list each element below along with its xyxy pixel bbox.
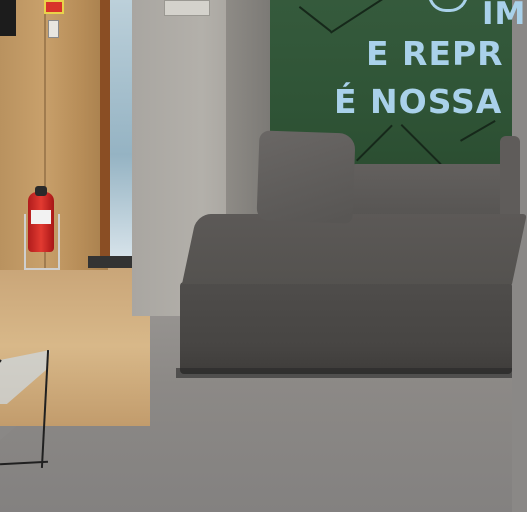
wall-text-line-3: É NOSSA: [334, 82, 503, 121]
sofa-base: [180, 282, 512, 374]
light-switch: [48, 20, 59, 38]
wall-text-line-2: E REPR: [366, 34, 504, 73]
sofa-shadow: [176, 368, 512, 378]
sofa-cushion: [256, 130, 355, 223]
ceiling-vent: [164, 0, 210, 16]
extinguisher-label: [31, 210, 51, 224]
door-threshold: [88, 256, 134, 268]
wooden-floor: [0, 266, 150, 426]
door-frame: [100, 0, 110, 256]
wall-text-line-1: IM: [482, 0, 527, 32]
safety-sign: [44, 0, 64, 14]
sofa-seat: [182, 214, 527, 284]
extinguisher-valve: [35, 186, 47, 196]
wall-screen: [0, 0, 16, 36]
sofa-backrest: [350, 164, 512, 220]
